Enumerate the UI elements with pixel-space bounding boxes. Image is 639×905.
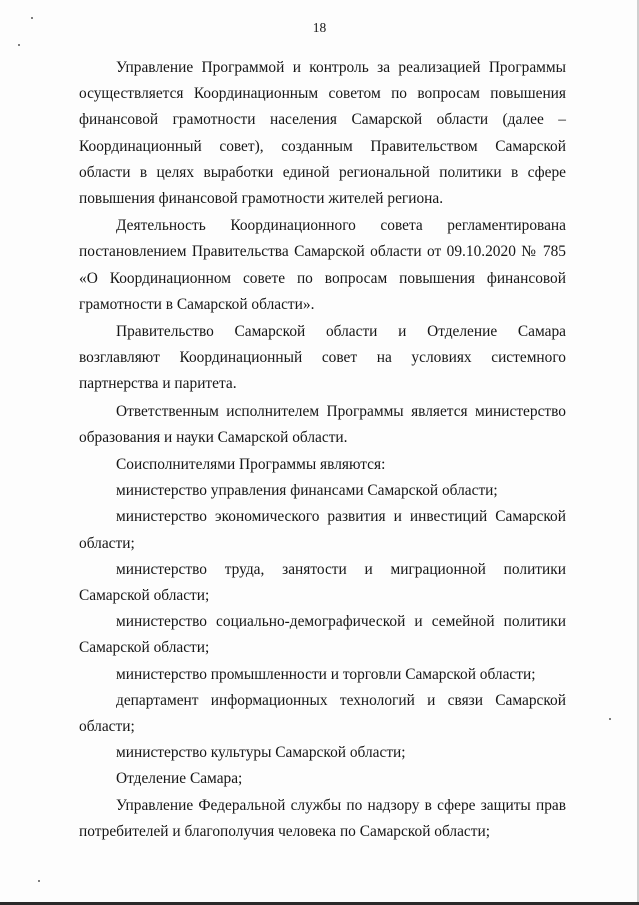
- paragraph-council-activity: Деятельность Координационного совета регламентирована постановлением Правительства Самарской области от 09.10.2020 № 785 «О Координационном совете по вопросам повышения финансовой грамотности в Самарской области».: [79, 217, 566, 313]
- page-number: 18: [312, 20, 327, 35]
- scan-speck: [31, 17, 33, 19]
- list-item-co-executor: департамент информационных технологий и связи Самарской области;: [79, 691, 566, 736]
- paragraph-co-executors-heading: Соисполнителями Программы являются:: [116, 456, 386, 474]
- paragraph-responsible-executor: Ответственным исполнителем Программы является министерство образования и науки Самарской области.: [79, 402, 566, 446]
- list-item-co-executor: Отделение Самара;: [116, 770, 243, 788]
- list-item-co-executor: Управление Федеральной службы по надзору в сфере защиты прав потребителей и благополучия человека по Самарской области;: [79, 796, 566, 840]
- list-item-co-executor: министерство культуры Самарской области;: [116, 744, 406, 762]
- list-item-co-executor: министерство социально-демографической и семейной политики Самарской области;: [79, 613, 566, 657]
- list-item-co-executor: министерство труда, занятости и миграционной политики Самарской области;: [79, 560, 566, 605]
- list-item-co-executor: министерство управления финансами Самарской области;: [116, 482, 498, 500]
- paragraph-council-leadership: Правительство Самарской области и Отделение Самара возглавляют Координационный совет на условиях системного партнерства и паритета.: [79, 323, 566, 393]
- scan-speck: [18, 44, 20, 46]
- list-item-co-executor: министерство промышленности и торговли Самарской области;: [116, 665, 536, 683]
- scan-speck: [38, 880, 40, 882]
- paragraph-program-management: Управление Программой и контроль за реализацией Программы осуществляется Координационным советом по вопросам повышения финансовой грамотности населения Самарской области (далее – Координационный совет), созданным Правительством Самарской области в целях выработки единой региональной политики в сфере повышения финансовой грамотности жителей региона.: [79, 59, 566, 208]
- scan-speck: [609, 718, 611, 720]
- list-item-co-executor: министерство экономического развития и инвестиций Самарской области;: [79, 508, 566, 552]
- document-body: [79, 55, 566, 845]
